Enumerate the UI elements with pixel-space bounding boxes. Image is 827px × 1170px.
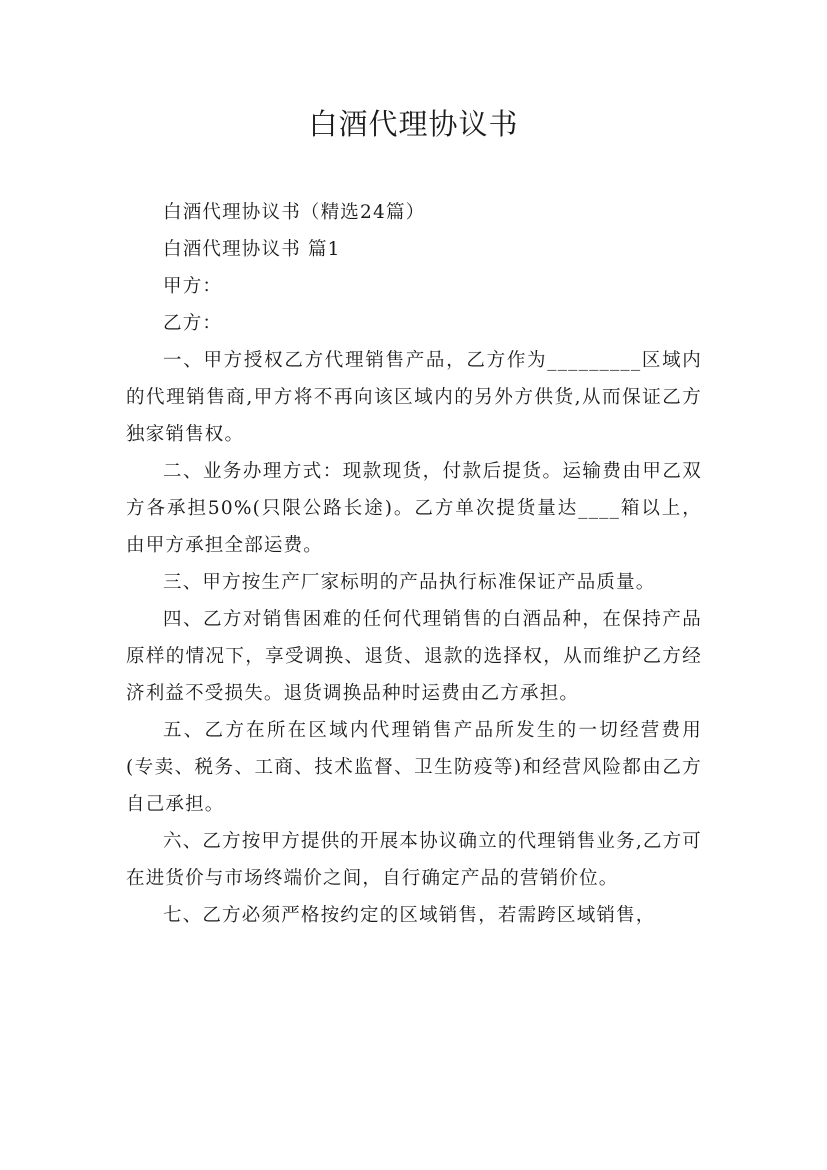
- clause-2: 二、业务办理方式：现款现货，付款后提货。运输费由甲乙双方各承担50%(只限公路长途)。乙方单次提货量达____箱以上，由甲方承担全部运费。: [126, 461, 702, 556]
- subtitle-line: 白酒代理协议书（精选24篇）: [163, 202, 426, 223]
- party-b-line: 乙方：: [163, 313, 223, 334]
- clause-7: 七、乙方必须严格按约定的区域销售，若需跨区域销售，: [163, 905, 656, 926]
- clause-3: 三、甲方按生产厂家标明的产品执行标准保证产品质量。: [163, 572, 656, 593]
- clause-1: 一、甲方授权乙方代理销售产品，乙方作为_________区域内的代理销售商,甲方将不再向该区域内的另外方供货,从而保证乙方独家销售权。: [126, 350, 702, 445]
- clause-4: 四、乙方对销售困难的任何代理销售的白酒品种，在保持产品原样的情况下，享受调换、退货、退款的选择权，从而维护乙方经济利益不受损失。退货调换品种时运费由乙方承担。: [126, 609, 702, 704]
- document-title: 白酒代理协议书: [308, 107, 519, 141]
- section-heading: 白酒代理协议书 篇1: [163, 239, 341, 260]
- party-a-line: 甲方：: [163, 276, 223, 297]
- document-body: [126, 194, 702, 934]
- clause-5: 五、乙方在所在区域内代理销售产品所发生的一切经营费用(专卖、税务、工商、技术监督、卫生防疫等)和经营风险都由乙方自己承担。: [126, 720, 702, 815]
- clause-6: 六、乙方按甲方提供的开展本协议确立的代理销售业务,乙方可在进货价与市场终端价之间，自行确定产品的营销价位。: [126, 831, 702, 889]
